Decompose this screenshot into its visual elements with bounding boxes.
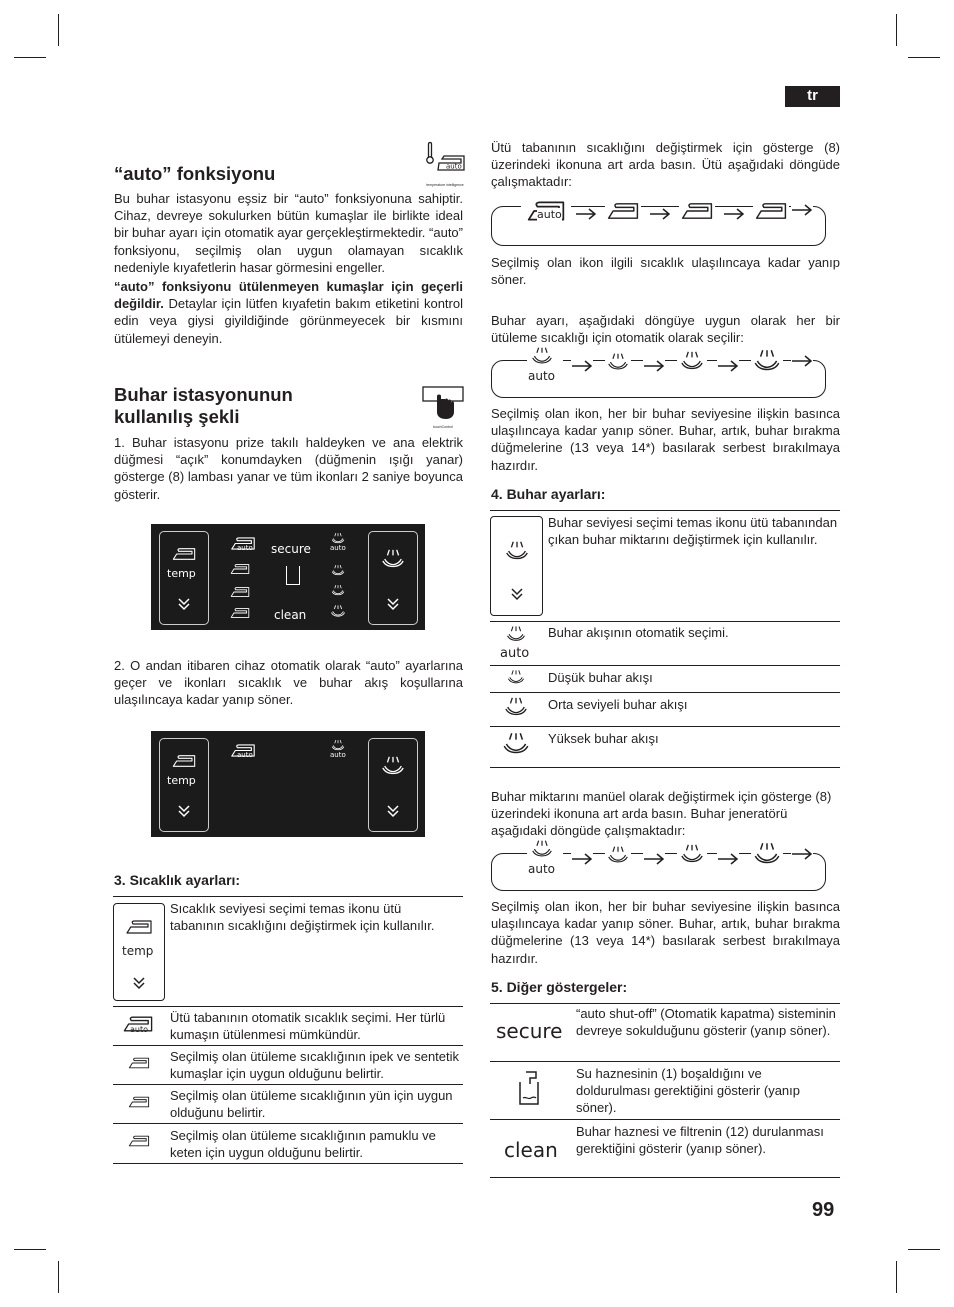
steam-cycle-diagram bbox=[491, 346, 825, 398]
steam-high-icon bbox=[500, 730, 532, 765]
table-row bbox=[490, 727, 840, 768]
chevron-down-icon bbox=[386, 804, 400, 818]
page-number: 99 bbox=[812, 1199, 835, 1221]
secure-indicator: secure bbox=[271, 542, 311, 556]
temp-settings-heading: 3. Sıcaklık ayarları: bbox=[114, 872, 241, 888]
icon-caption: touchControl bbox=[433, 425, 453, 429]
auto-small-label: auto bbox=[330, 544, 346, 552]
iron-one-dot-icon bbox=[127, 1055, 151, 1076]
temp-after-paragraph: Seçilmiş olan ikon ilgili sıcaklık ulaşılıncaya kadar yanıp söner. bbox=[491, 255, 840, 288]
arrow-right-icon bbox=[649, 208, 671, 220]
auto-small-label: auto bbox=[237, 751, 253, 759]
steam-button-icon bbox=[490, 516, 543, 616]
display-panel-auto bbox=[151, 731, 425, 837]
row-text: Ütü tabanının otomatik sıcaklık seçimi. Her türlü kumaşın ütülenmesi mümkündür. bbox=[170, 1010, 446, 1042]
auto-small-label: auto bbox=[237, 544, 253, 552]
steam-icon bbox=[379, 755, 407, 779]
iron-icon bbox=[170, 546, 198, 562]
crop-mark bbox=[14, 1249, 46, 1250]
crop-mark bbox=[908, 57, 940, 58]
table-row bbox=[490, 1120, 840, 1178]
row-text: Buhar haznesi ve filtrenin (12) durulanması gerektiğini gösterir (yanıp söner). bbox=[576, 1124, 824, 1156]
arrow-right-icon bbox=[791, 355, 813, 367]
auto-small-label: auto bbox=[130, 1025, 149, 1034]
arrow-right-icon bbox=[717, 360, 739, 372]
auto-label: auto bbox=[528, 369, 556, 383]
iron-three-dots-icon bbox=[753, 200, 789, 227]
usage-title-line1: Buhar istasyonunun bbox=[114, 384, 293, 405]
table-row bbox=[490, 511, 840, 622]
steam-medium-icon bbox=[329, 584, 347, 603]
row-text: Orta seviyeli buhar akışı bbox=[548, 697, 688, 712]
clean-indicator: clean bbox=[274, 608, 307, 622]
iron-icon bbox=[170, 753, 198, 769]
iron-two-dots-icon bbox=[679, 200, 715, 227]
temperature-intelligence-icon bbox=[424, 140, 466, 187]
temp-cycle-diagram bbox=[491, 198, 825, 246]
icon-caption: temperature intelligence bbox=[426, 183, 464, 187]
row-text: Yüksek buhar akışı bbox=[548, 731, 659, 746]
crop-mark bbox=[896, 1261, 897, 1293]
auto-label: auto bbox=[528, 862, 556, 876]
usage-title-line2: kullanılış şekli bbox=[114, 406, 240, 427]
iron-three-dots-icon bbox=[127, 1133, 151, 1154]
temp-cycle-paragraph: Ütü tabanının sıcaklığını değiştirmek için gösterge (8) üzerindeki ikonuna art arda basın. Ütü aşağıdaki döngüde çalışmaktadır: bbox=[491, 140, 840, 190]
auto-warning-paragraph bbox=[114, 278, 463, 347]
other-indicators-heading: 5. Diğer göstergeler: bbox=[491, 979, 628, 995]
steam-low-icon bbox=[329, 564, 347, 583]
crop-mark bbox=[896, 14, 897, 46]
arrow-right-icon bbox=[717, 853, 739, 865]
iron-one-dot-icon bbox=[229, 561, 251, 582]
steam-settings-heading: 4. Buhar ayarları: bbox=[491, 486, 606, 502]
table-row bbox=[113, 897, 463, 1007]
row-text: Seçilmiş olan ütüleme sıcaklığının ipek ve sentetik kumaşlar için uygun olduğunu belirtir. bbox=[170, 1049, 460, 1081]
temp-button[interactable] bbox=[159, 531, 209, 625]
crop-mark bbox=[58, 1261, 59, 1293]
crop-mark bbox=[908, 1249, 940, 1250]
auto-small-label: auto bbox=[330, 751, 346, 759]
secure-indicator: secure bbox=[496, 1019, 563, 1043]
steam-medium-icon bbox=[677, 350, 707, 379]
table-row bbox=[490, 1004, 840, 1062]
manual-after-paragraph: Seçilmiş olan ikon, her bir buhar seviyesine ilişkin basınca ulaşılıncaya kadar yanıp söner. Buhar, artık, buhar bırakma düğmelerine (13 veya 14*) basılarak serbest bırakılmaya hazırdır. bbox=[491, 899, 840, 966]
crop-mark bbox=[14, 57, 46, 58]
steam-icon bbox=[379, 548, 407, 572]
arrow-right-icon bbox=[643, 853, 665, 865]
steam-cycle-paragraph: Buhar ayarı, aşağıdaki döngüye uygun olarak her bir ütüleme sıcaklığı için otomatik olarak seçilir: bbox=[491, 313, 840, 346]
display-panel-all-icons bbox=[151, 524, 425, 630]
steam-button[interactable] bbox=[368, 531, 418, 625]
table-row bbox=[113, 1046, 463, 1085]
table-row bbox=[490, 693, 840, 727]
row-text: Seçilmiş olan ütüleme sıcaklığının yün için uygun olduğunu belirtir. bbox=[170, 1088, 453, 1120]
row-text: Buhar akışının otomatik seçimi. bbox=[548, 625, 729, 640]
row-text: “auto shut-off” (Otomatik kapatma) sisteminin devreye sokulduğunu gösterir (yanıp söner). bbox=[576, 1006, 836, 1038]
table-row bbox=[490, 666, 840, 693]
manual-steam-cycle-diagram bbox=[491, 839, 825, 891]
iron-two-dots-icon bbox=[229, 584, 251, 605]
usage-step-1: 1. Buhar istasyonu prize takılı haldeyken ve ana elektrik düğmesi “açık” konumdayken (düğmenin ışığı yanar) gösterge (8) lambası yanar ve tüm ikonları 2 saniye boyunca gösterir. bbox=[114, 435, 463, 502]
temp-label: temp bbox=[167, 567, 196, 580]
auto-label: auto bbox=[500, 646, 530, 661]
auto-warning-bold: “auto” fonksiyonu ütülenmeyen kumaşlar için geçerli değildir. bbox=[114, 279, 463, 312]
arrow-right-icon bbox=[791, 848, 813, 860]
row-text: Düşük buhar akışı bbox=[548, 670, 653, 685]
icon-auto-word: auto bbox=[446, 162, 462, 171]
steam-high-icon bbox=[751, 841, 783, 874]
temp-label: temp bbox=[122, 944, 154, 958]
steam-low-icon bbox=[605, 845, 631, 872]
usage-step-2: 2. O andan itibaren cihaz otomatik olarak “auto” ayarlarına geçer ve ikonları sıcaklık ve buhar akış koşullarına ulaşılıncaya kadar yanıp söner. bbox=[114, 658, 463, 708]
iron-three-dots-icon bbox=[229, 605, 251, 626]
temp-label: temp bbox=[167, 774, 196, 787]
steam-medium-icon bbox=[677, 843, 707, 872]
auto-small-label: auto bbox=[537, 208, 562, 221]
chevron-down-icon bbox=[177, 597, 191, 611]
clean-indicator: clean bbox=[504, 1138, 558, 1162]
steam-after-paragraph: Seçilmiş olan ikon, her bir buhar seviyesine ilişkin basınca ulaşılıncaya kadar yanıp söner. Buhar, artık, buhar bırakma düğmelerine (13 veya 14*) basılarak serbest bırakılmaya hazırdır. bbox=[491, 406, 840, 473]
steam-high-icon bbox=[329, 604, 347, 625]
water-tank-icon bbox=[518, 1070, 538, 1106]
steam-low-icon bbox=[605, 352, 631, 379]
temp-button-icon bbox=[113, 903, 165, 1001]
row-text: Su haznesinin (1) boşaldığını ve doldurulması gerektiğini gösterir (yanıp söner). bbox=[576, 1066, 800, 1115]
row-text: Sıcaklık seviyesi seçimi temas ikonu ütü tabanının sıcaklığını değiştirmek için kullanılır. bbox=[170, 901, 435, 933]
arrow-right-icon bbox=[571, 360, 593, 372]
table-row bbox=[490, 1062, 840, 1120]
chevron-down-icon bbox=[177, 804, 191, 818]
arrow-right-icon bbox=[723, 208, 745, 220]
iron-one-dot-icon bbox=[605, 200, 641, 227]
row-text: Buhar seviyesi seçimi temas ikonu ütü tabanından çıkan buhar miktarını değiştirmek için kullanılır. bbox=[548, 515, 838, 547]
auto-section-title: “auto” fonksiyonu bbox=[114, 163, 276, 184]
iron-two-dots-icon bbox=[127, 1094, 151, 1115]
usage-section-title bbox=[114, 384, 293, 428]
manual-steam-paragraph: Buhar miktarını manüel olarak değiştirmek için gösterge (8) üzerindeki ikonuna art arda basın. Buhar jeneratörü aşağıdaki döngüde çalışmaktadır: bbox=[491, 789, 832, 839]
crop-mark bbox=[58, 14, 59, 46]
steam-low-icon bbox=[504, 669, 528, 692]
water-tank-icon bbox=[286, 566, 300, 585]
auto-intro-paragraph: Bu buhar istasyonu eşsiz bir “auto” fonksiyonuna sahiptir. Cihaz, devreye sokulurken bütün kumaşlar ile birlikte ideal bir buhar ayarı için otomatik ayar gerçekleştirmektedir. “auto” fonksiyonu, seçilmiş olan uygun olamayan sıcaklık nedeniyle kıyafetlerin hasar görmesini engeller. bbox=[114, 191, 463, 275]
chevron-down-icon bbox=[386, 597, 400, 611]
arrow-right-icon bbox=[643, 360, 665, 372]
row-text: Seçilmiş olan ütüleme sıcaklığının pamuklu ve keten için uygun olduğunu belirtir. bbox=[170, 1128, 436, 1160]
auto-warning-rest: Detaylar için lütfen kıyafetin bakım etiketini kontrol edin veya giysi giyildiğinde görünmeyecek bir kısmını ütülemeyi deneyin. bbox=[114, 296, 463, 346]
table-row bbox=[113, 1085, 463, 1124]
arrow-right-icon bbox=[571, 853, 593, 865]
arrow-right-icon bbox=[791, 204, 813, 216]
steam-medium-icon bbox=[502, 696, 530, 725]
steam-button[interactable] bbox=[368, 738, 418, 832]
language-tag: tr bbox=[785, 86, 840, 107]
temp-button[interactable] bbox=[159, 738, 209, 832]
table-row bbox=[113, 1124, 463, 1164]
arrow-right-icon bbox=[575, 208, 597, 220]
table-row bbox=[490, 622, 840, 666]
table-row bbox=[113, 1007, 463, 1046]
touch-control-icon bbox=[422, 386, 464, 429]
steam-high-icon bbox=[751, 348, 783, 381]
